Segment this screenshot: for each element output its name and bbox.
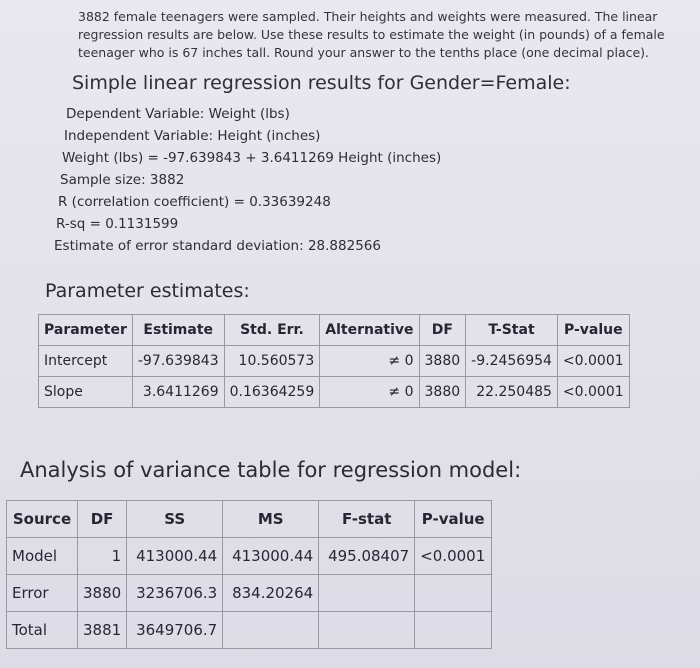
table-cell: 3.6411269	[132, 377, 224, 408]
table-row	[39, 346, 630, 377]
problem-statement: 3882 female teenagers were sampled. Their heights and weights were measured. The linear regression results are below. Use these results to estimate the weight (in pounds) of a female teenager who is 67 inches tall. Round your answer to the tenths place (one decimal place).	[78, 9, 665, 60]
table-cell: 10.560573	[224, 346, 320, 377]
parameter-table	[38, 314, 630, 408]
table-cell: 3880	[78, 575, 127, 612]
table-cell: ≠ 0	[320, 346, 419, 377]
table-cell: 22.250485	[466, 377, 558, 408]
table-row	[7, 538, 492, 575]
header-cell: MS	[223, 501, 319, 538]
correlation-line: R (correlation coefficient) = 0.33639248	[58, 194, 331, 210]
results-heading: Simple linear regression results for Gender=Female:	[72, 72, 571, 94]
table-cell: <0.0001	[557, 377, 629, 408]
r-squared-line: R-sq = 0.1131599	[56, 216, 179, 232]
independent-variable-line: Independent Variable: Height (inches)	[64, 128, 321, 144]
parameter-heading: Parameter estimates:	[45, 280, 250, 302]
sample-size-line: Sample size: 3882	[60, 172, 185, 188]
table-row	[7, 612, 492, 649]
table-cell	[415, 575, 492, 612]
table-cell: <0.0001	[557, 346, 629, 377]
table-cell: 413000.44	[223, 538, 319, 575]
table-cell: ≠ 0	[320, 377, 419, 408]
header-cell: P-value	[557, 315, 629, 346]
table-cell: 3880	[419, 346, 466, 377]
header-cell: SS	[127, 501, 223, 538]
header-cell: Alternative	[320, 315, 419, 346]
regression-equation-line: Weight (lbs) = -97.639843 + 3.6411269 Height (inches)	[62, 150, 442, 166]
table-cell: 0.16364259	[224, 377, 320, 408]
table-header-row	[39, 315, 630, 346]
table-row	[39, 377, 630, 408]
table-cell	[223, 612, 319, 649]
table-cell: 1	[78, 538, 127, 575]
header-cell: T-Stat	[466, 315, 558, 346]
anova-heading: Analysis of variance table for regression model:	[20, 458, 522, 482]
table-header-row	[7, 501, 492, 538]
header-cell: Parameter	[39, 315, 133, 346]
table-cell: Error	[7, 575, 78, 612]
table-cell: Model	[7, 538, 78, 575]
table-cell: -97.639843	[132, 346, 224, 377]
table-cell: 413000.44	[127, 538, 223, 575]
header-cell: Source	[7, 501, 78, 538]
anova-table	[6, 500, 492, 649]
table-cell: 3880	[419, 377, 466, 408]
table-cell: Slope	[39, 377, 133, 408]
error-sd-line: Estimate of error standard deviation: 28.882566	[54, 238, 381, 254]
table-cell	[319, 575, 415, 612]
table-cell: Intercept	[39, 346, 133, 377]
table-cell: <0.0001	[415, 538, 492, 575]
table-cell: 495.08407	[319, 538, 415, 575]
table-cell: 3649706.7	[127, 612, 223, 649]
table-cell: 3881	[78, 612, 127, 649]
header-cell: DF	[419, 315, 466, 346]
header-cell: DF	[78, 501, 127, 538]
table-cell: 3236706.3	[127, 575, 223, 612]
header-cell: P-value	[415, 501, 492, 538]
dependent-variable-line: Dependent Variable: Weight (lbs)	[66, 106, 290, 122]
header-cell: F-stat	[319, 501, 415, 538]
table-cell	[415, 612, 492, 649]
header-cell: Std. Err.	[224, 315, 320, 346]
table-cell: Total	[7, 612, 78, 649]
table-row	[7, 575, 492, 612]
table-cell: 834.20264	[223, 575, 319, 612]
table-cell	[319, 612, 415, 649]
table-cell: -9.2456954	[466, 346, 558, 377]
header-cell: Estimate	[132, 315, 224, 346]
